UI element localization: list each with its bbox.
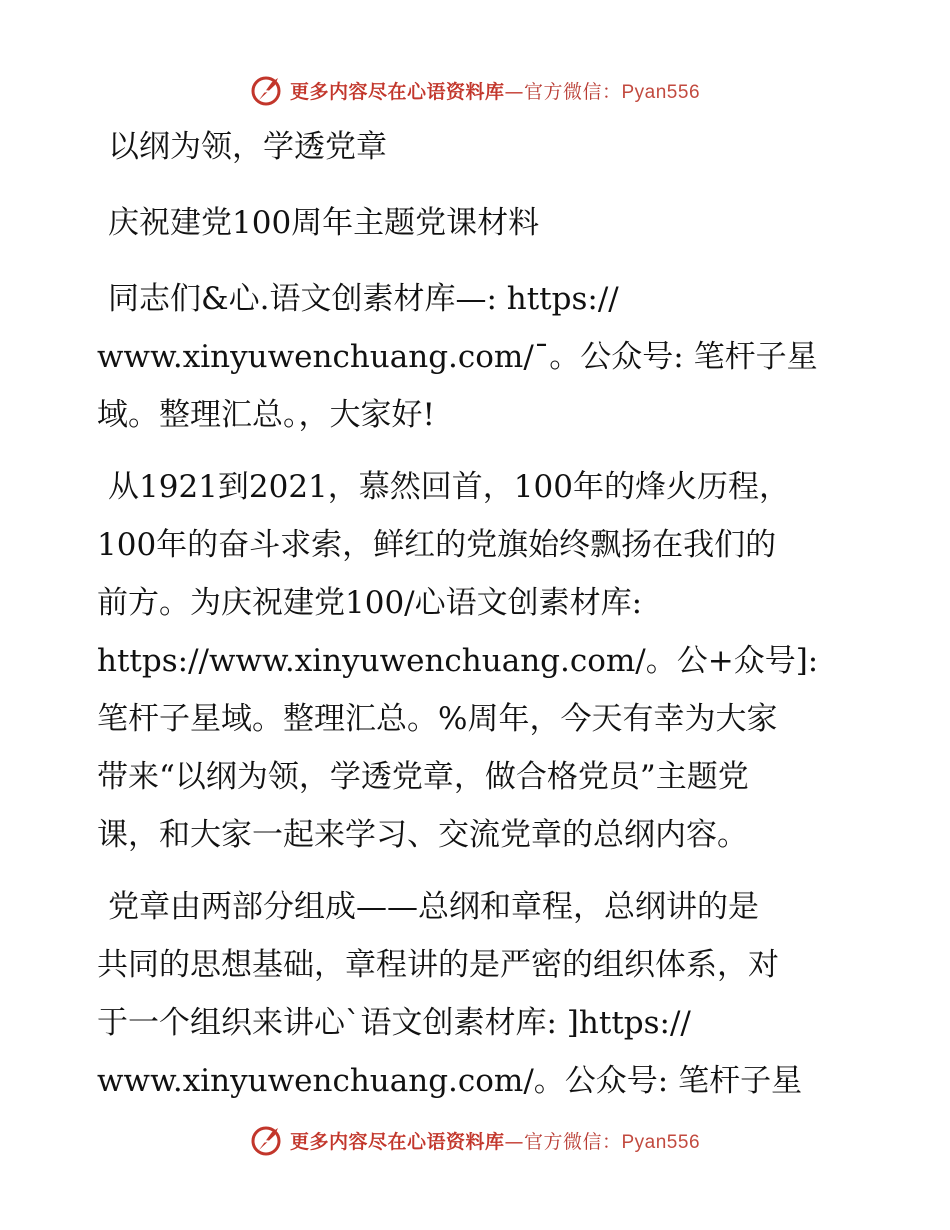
banner-dash: —: [504, 80, 524, 103]
paragraph-greeting: 同志们&心.语文创素材库—: https:// www.xinyuwenchuang.com/¯。公众号: 笔杆子星 域。整理汇总。，大家好!: [97, 281, 818, 433]
paragraph-structure: 党章由两部分组成——总纲和章程，总纲讲的是 共同的思想基础，章程讲的是严密的组织体系，对 于一个组织来讲心`语文创素材库: ]https:// www.xinyuwenchuang.com/。公众号: 笔杆子星: [97, 889, 803, 1099]
banner-slogan: 更多内容尽在心语资料库: [289, 1130, 505, 1153]
banner-official-label: 官方微信：: [523, 80, 622, 103]
banner-slogan: 更多内容尽在心语资料库: [289, 80, 505, 103]
document-body: [97, 118, 867, 1124]
footer-watermark-banner: [0, 1120, 950, 1160]
banner-official-label: 官方微信：: [523, 1130, 622, 1153]
banner-wechat-id: Pyan556: [621, 1131, 701, 1153]
quill-logo-icon: [250, 1123, 284, 1157]
document-title: 以纲为领，学透党章: [108, 129, 387, 165]
banner-dash: —: [504, 1130, 524, 1153]
quill-logo-icon: [250, 73, 284, 107]
header-watermark-banner: [0, 70, 950, 110]
paragraph-intro: 从1921到2021，慕然回首，100年的烽火历程， 100年的奋斗求索，鲜红的党旗始终飘扬在我们的 前方。为庆祝建党100/心语文创素材库: https://www.xinyuwenchuang.com/。公+众号]: 笔杆子星域。整理汇总。%周年，今天有幸为大家 带来“以纲为领，学透党章，做合格党员”主题党 课，和大家一起来学习、交流党章的总纲内容。: [97, 469, 819, 853]
banner-text: [290, 77, 700, 104]
banner-text: [290, 1127, 700, 1154]
banner-wechat-id: Pyan556: [621, 81, 701, 103]
document-subtitle: 庆祝建党100周年主题党课材料: [108, 205, 540, 241]
